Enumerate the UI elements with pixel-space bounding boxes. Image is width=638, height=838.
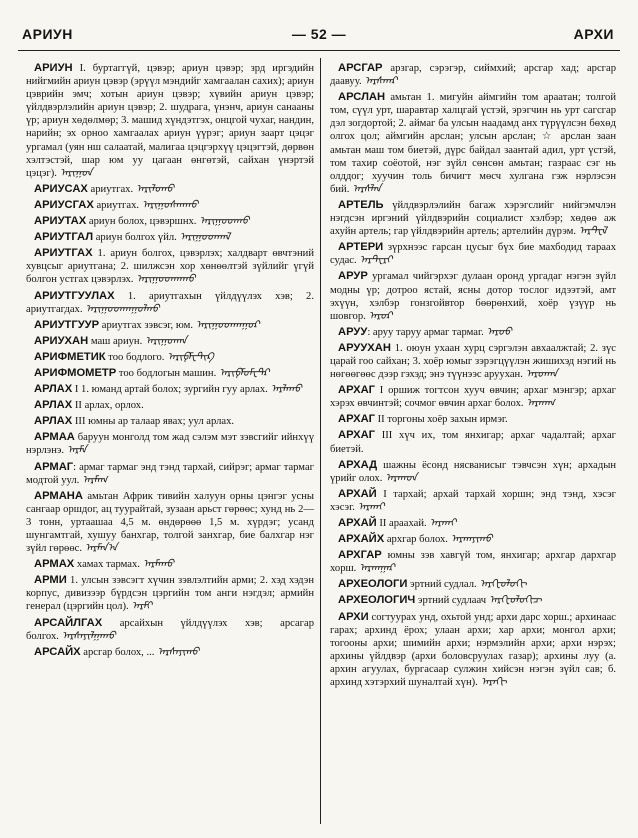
mongolian-script: ᠠᠷᠢᠹᠮᠣᠮᠧᠲ᠋ᠷ — [219, 366, 270, 379]
page-header — [0, 0, 638, 48]
mongolian-script: ᠠᠷᠠᠬᠢ — [480, 676, 507, 689]
dictionary-entry — [26, 431, 314, 457]
definition: үйлдвэрлэлийн багаж хэрэгслийг нийгэмчлэн нэгдсэн иргэний үйлдвэрийн социалист хэлбэр; хөдөө аж ахуйн артель; гар үйлдвэрийн артель; артелийн дүрэм. — [330, 199, 616, 238]
definition: юмны зэв хавгүй том, янхигар; архгар дархгар хорш. — [330, 550, 616, 575]
definition: эртний судлаач — [415, 595, 487, 607]
mongolian-script: ᠠᠷᠬᠠᠢ — [429, 517, 457, 529]
mongolian-script: ᠠᠷᠢᠭᠤᠳᠬᠠᠬᠤ — [136, 273, 196, 286]
mongolian-script: ᠠᠷᠢᠭᠤᠳᠬᠠᠭᠤᠯᠬᠤ — [85, 302, 160, 315]
mongolian-script: ᠠᠷᠮᠠᠨ᠎ᠠ — [84, 542, 118, 555]
headword: АРИФМОМЕТР — [34, 366, 117, 379]
definition: арсгар болох, ... — [80, 646, 155, 658]
mongolian-script: ᠠᠷᠬᠠᠭᠠᠷ — [359, 562, 395, 575]
definition: арсайхын үйлдүүлэх хэв; арсагар болгох. — [26, 617, 314, 642]
definition: III юмны ар талаар явах; уул арлах. — [72, 416, 235, 428]
headword: АРЛАХ — [34, 383, 73, 396]
mongolian-script: ᠠᠷᠮᠢ — [131, 600, 153, 613]
dictionary-entry — [26, 367, 314, 380]
headword: АРМИ — [34, 574, 67, 587]
definition: эртний судлал. — [407, 579, 477, 591]
mongolian-script: ᠠᠷᠢᠭᠤᠳᠬᠠᠯ — [179, 231, 231, 244]
dictionary-entry — [330, 533, 616, 546]
definition: хамах тармах. — [74, 559, 140, 571]
dictionary-entry — [330, 488, 616, 514]
dictionary-entry — [330, 270, 616, 322]
headword: АРЛАХ — [34, 415, 73, 428]
mongolian-script: ᠠᠷᠤᠷ — [368, 309, 393, 322]
mongolian-script: ᠠᠷᠬᠠᠶᠢᠬᠤ — [450, 533, 493, 546]
headword: АРХГАР — [338, 549, 382, 562]
headword: АРУУХАН — [338, 341, 391, 354]
running-head-left: АРИУН — [22, 26, 73, 42]
definition: ургамал чийгэрхэг дулаан оронд ургадаг нэгэн зүйл модны үр; дотроо ястай, ясны дотор тослог идээтэй, амт эхүүн, хэлбэр гонзгойвтор бөөрөнхий, хоёр үзүүр нь шовгор. — [330, 271, 616, 322]
headword: АРИУТГУУР — [34, 318, 100, 331]
dictionary-entry — [26, 319, 314, 332]
dictionary-entry — [26, 461, 314, 487]
dictionary-entry — [26, 215, 314, 228]
definition: II торгоны хоёр захын ирмэг. — [375, 414, 508, 426]
headword: АРСАЙЛГАХ — [34, 616, 103, 629]
mongolian-script: ᠠᠷᠢᠭᠤᠰᠬᠠᠬᠤ — [142, 198, 199, 211]
headword: АРХЕОЛОГИ — [338, 578, 408, 591]
dictionary-entry — [330, 549, 616, 575]
right-column — [330, 62, 616, 692]
mongolian-script: ᠠᠷᠢᠭᠤᠨ — [59, 166, 93, 179]
mongolian-script: ᠠᠷᠬᠠᠭ — [526, 397, 555, 410]
running-head-right: АРХИ — [573, 26, 614, 42]
headword: АРХАД — [338, 458, 378, 471]
dictionary-entry — [26, 62, 314, 180]
definition: 1. ариутгахын үйлдүүлэх хэв; 2. ариутгагдах. — [26, 290, 314, 315]
mongolian-script: ᠠᠷᠢᠹᠮᠧᠲ᠋ᠢᠺ — [167, 350, 214, 363]
dictionary-entry — [330, 62, 616, 88]
dictionary-entry — [26, 617, 314, 643]
definition: III хүч их, том янхигар; архаг чадалтай; архаг биетэй. — [330, 430, 616, 455]
dictionary-entry — [26, 383, 314, 396]
headword: АРУУ — [338, 325, 368, 338]
definition: I тархай; архай тархай хоршн; энд тэнд, хэсэг хэсэг. — [330, 488, 616, 513]
definition: амьтан 1. мигуйн аймгийн том араатан; толгой том, сүүл урт, шаравтар халцгай үстэй, эрэгчин нь урт сагсгар дэл зогдортой; 2. аймаг ба улсын наадамд анх түрүүлсэн бөхөд олгох цол; аймгийн арслан; улсын арслан; ☆ арслан заан амьтан маш том биетэй, дүрс байдал заантай адил, урт үстэй, том тахир соёотой, нэг зүйл сөнсөн амьтан; газраас сэг нь олддог; хуучин толь бичигт мөсч хулгана гэж нэрлэсэн бий. — [330, 92, 616, 195]
mongolian-script: ᠠᠷᠬᠧᠣᠯᠣᠭᠢᠴ — [489, 594, 542, 607]
definition: архгар болох. — [384, 534, 448, 546]
mongolian-script: ᠠᠷᠬᠠᠢ — [357, 500, 385, 513]
dictionary-entry — [330, 429, 616, 455]
definition: ариутгах. — [87, 183, 134, 195]
headword: АРХАГ — [338, 413, 375, 426]
headword: АРИУТГАЛ — [34, 231, 94, 244]
definition: зүрхнээс гарсан цусыг бүх бие махбодид тараах судас. — [330, 242, 616, 267]
mongolian-script: ᠠᠷᠯᠠᠬᠤ — [270, 383, 302, 396]
definition: тоо бодлого. — [105, 351, 165, 363]
headword: АРИУТАХ — [34, 215, 87, 228]
headword: АРИУТГАХ — [34, 247, 93, 260]
dictionary-entry — [330, 91, 616, 196]
mongolian-script: ᠠᠷᠤᠬᠠᠨ — [525, 368, 558, 381]
definition: ариун болох, цэвэршнх. — [86, 216, 197, 228]
definition: ариун болгох үйл. — [93, 232, 177, 244]
mongolian-script: ᠠᠷᠮᠠᠬᠤ — [142, 558, 174, 571]
dictionary-entry — [26, 574, 314, 613]
mongolian-script: ᠠᠷᠬᠠᠳ — [385, 471, 418, 484]
definition: баруун монголд том жад сэлэм мэт зэвсгийг ийнхүү нэрлэнэ. — [26, 432, 314, 457]
definition: : армаг тармаг энд тэнд тархай, сийрэг; армаг тармаг модтой уул. — [26, 461, 314, 486]
headword: АРИУСГАХ — [34, 198, 94, 211]
headword: АРХИ — [338, 610, 369, 623]
dictionary-entry — [330, 326, 616, 339]
definition: арзгар, сэрэгэр, сиймхий; арсгар хад; арсгар даавуу. — [330, 63, 616, 88]
definition: 1. улсын зэвсэгт хүчин зэвлэлтийн арми; 2. хэд хэдэн корпус, дивизээр бүрдсэн цэргийн том анги нэгдэл; армийн генерал (цэргийн цол). — [26, 575, 314, 613]
dictionary-entry — [330, 578, 616, 591]
mongolian-script: ᠠᠷᠰᠠᠶᠢᠯᠭᠠᠬᠤ — [61, 629, 116, 642]
mongolian-script: ᠠᠷᠰᠯᠠᠨ — [352, 182, 382, 195]
headword: АРИФМЕТИК — [34, 350, 106, 363]
definition: шажны ёсонд нясванисыг тэвчсэн хүн; архадын үрийг олох. — [330, 459, 616, 484]
definition: 1. ариун болгох, цэвэрлэх; халдварт өвчтэний хувцсыг ариутгана; 2. шилжсэн хор хөнөөлтэй зүйлийг үгүй болгон устгах цэвэрлэх. — [26, 248, 314, 286]
page-number: — 52 — — [291, 26, 347, 42]
mongolian-script: ᠠᠷᠲ᠋ᠧᠯ — [579, 225, 607, 238]
dictionary-entry — [26, 399, 314, 412]
column-divider — [320, 58, 321, 824]
headword: АРХАГ — [338, 384, 375, 397]
headword: АРСЛАН — [338, 91, 386, 104]
dictionary-entry — [330, 594, 616, 607]
dictionary-entry — [26, 490, 314, 555]
headword: АРМАГ — [34, 460, 74, 473]
definition: : аруу таруу армаг тармаг. — [367, 326, 484, 338]
definition: ариутгах зэвсэг, юм. — [99, 319, 193, 331]
dictionary-entry — [330, 459, 616, 485]
headword: АРСГАР — [338, 62, 383, 74]
dictionary-entry — [330, 611, 616, 690]
mongolian-script: ᠠᠷᠲ᠋ᠧᠷᠢ — [359, 254, 393, 267]
mongolian-script: ᠠᠷᠰᠭᠠᠷ — [364, 75, 398, 88]
dictionary-entry — [26, 231, 314, 244]
headword: АРЛАХ — [34, 399, 73, 412]
headword: АРХАЙХ — [338, 533, 385, 546]
dictionary-entry — [330, 199, 616, 238]
headword: АРХАЙ — [338, 517, 377, 529]
dictionary-entry — [26, 247, 314, 286]
definition: II арлах, орлох. — [72, 400, 144, 412]
mongolian-script: ᠠᠷᠮᠠ — [67, 444, 87, 457]
dictionary-entry — [330, 517, 616, 530]
definition: амьтан Африк тивийн халуун орны цэнгэг усны сангаар оршдог, ац туурайтай, зузаан арьст гөрөөс; хунд нь 2—3 тонн, уртаашаа 4,5 м. өндөрөөө 1,5 м. хүрдэг; усанд шунгамтгай, хушуу банхгар, толгой занхгар, бие балхгар нэг зүйл гөрөөс. — [26, 490, 314, 555]
headword: АРТЕРИ — [338, 241, 384, 254]
dictionary-entry — [26, 335, 314, 348]
mongolian-script: ᠠᠷᠢᠭᠤᠬᠠᠨ — [145, 334, 187, 347]
headword: АРСАЙХ — [34, 645, 81, 658]
headword: АРИУТГУУЛАХ — [34, 289, 115, 302]
dictionary-entry — [26, 183, 314, 196]
mongolian-script: ᠠᠷᠢᠯᠤᠬᠤ — [136, 182, 174, 195]
definition: I оршиж тогтсон хууч өвчин; архаг мэнгэр; архаг хэрэх өвчинтэй; сочмог өвчин архаг болох. — [330, 385, 616, 410]
headword: АРХАГ — [338, 429, 375, 442]
headword: АРИУСАХ — [34, 182, 88, 195]
headword: АРМАНА — [34, 489, 83, 502]
headword: АРМАХ — [34, 558, 75, 571]
header-rule — [18, 50, 620, 51]
definition: тоо бодлогын машин. — [116, 367, 217, 379]
headword: АРИУН — [34, 62, 73, 74]
dictionary-entry — [26, 351, 314, 364]
mongolian-script: ᠠᠷᠮᠠᠭ — [82, 473, 108, 486]
dictionary-entry — [26, 646, 314, 659]
headword: АРХЕОЛОГИЧ — [338, 594, 416, 607]
definition: 1. оюун ухаан хурц сэргэлэн авхаалжтай; 2. зүс царай гоо сайхан; 3. хоёр юмыг зэрэгцүүлэн жишихэд нэгий нь нөгөөгөөс дээр гэхэд; энэ түүнээс аруухан. — [330, 342, 616, 381]
left-column — [26, 62, 314, 662]
mongolian-script: ᠠᠷᠢᠭᠤᠳᠬᠤ — [199, 215, 250, 228]
headword: АРТЕЛЬ — [338, 198, 384, 211]
dictionary-entry — [330, 384, 616, 410]
dictionary-entry — [26, 290, 314, 316]
definition: I. буртаггүй, цэвэр; ариун цэвэр; зрд иргэдийн нийгмийн ариун цэвэр (эрүүл мэндийг хамгаалан сахих); ариун цэврийн эмч; хотын ариун цэвэр; хүвийн ариун цэвэр; үйлдвэрлэлийн ариун цэвэр; 2. шудрага, үнэнч, ариун санааны үр; ариун хөдөлмөр; 3. машид хүндэтгэх, онцгой чухаг, нандин, нарийн; эх орноо хамгаалах ариун үүрэг; ариун заарт цэцэг ургамал (уян нш салаатай, малигаа цэцгэрхүү цэцэгтэй, дөрвөн хэлтэстэй, шар юм уу цагаан өнгөтэй, сайхан үнэртэй цэцэг). — [26, 63, 314, 179]
dictionary-entry — [330, 241, 616, 267]
mongolian-script: ᠠᠷᠤᠤ — [486, 325, 512, 338]
dictionary-entry — [26, 415, 314, 428]
headword: АРМАА — [34, 431, 75, 444]
mongolian-script: ᠠᠷᠢᠭᠤᠳᠬᠠᠭᠤᠷ — [195, 318, 260, 331]
dictionary-entry — [330, 413, 616, 426]
definition: II араахай. — [376, 518, 427, 529]
dictionary-entry — [26, 199, 314, 212]
definition: I 1. юманд артай болох; зургийн гуу арлах. — [72, 384, 268, 396]
definition: согтуурах унд, охьтой унд; архи дарс хорш.; архинаас гарах; архинд ёрох; улаан архи; хар архи; монгол архи; тогооны архи; шимийн архи; нэрмэлийн архи; архи нэрэх; архины үйлдвэр (архи боловсруулах газар); архины луу (а. архин агуулах, бургасаар сулжин хийсэн нэгэн зүйл сав; б. архинд хэтэрхий шуналтай хүн). — [330, 611, 616, 689]
dictionary-entry — [26, 558, 314, 571]
headword: АРХАЙ — [338, 487, 377, 500]
definition: ариутгах. — [93, 199, 140, 211]
mongolian-script: ᠠᠷᠬᠧᠣᠯᠣᠭᠢ — [479, 578, 527, 591]
definition: маш ариун. — [88, 335, 143, 347]
headword: АРИУХАН — [34, 334, 89, 347]
headword: АРУР — [338, 270, 368, 283]
dictionary-entry — [330, 342, 616, 381]
mongolian-script: ᠠᠷᠰᠠᠶᠢᠬᠤ — [157, 645, 200, 658]
